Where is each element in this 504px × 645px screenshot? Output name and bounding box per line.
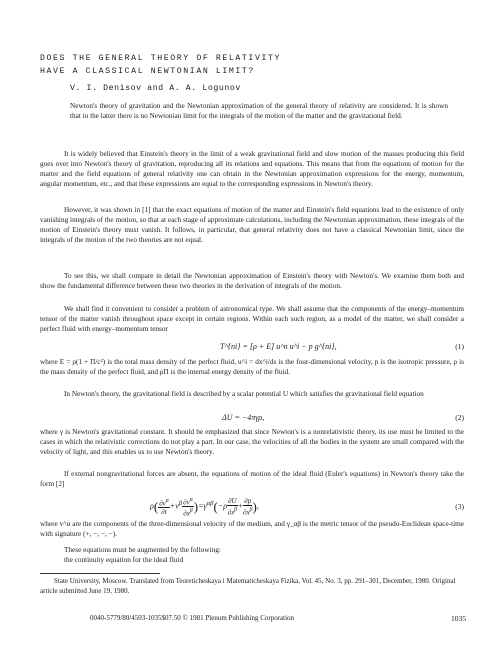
title-line-1: DOES THE GENERAL THEORY OF RELATIVITY [40,54,281,63]
after-equation-3: where v^α are the components of the three-dimensional velocity of the medium, and γ_αβ is the metric tensor of the pseudo-Euclidean space-time with signature (+, −, −, −). [40,520,464,538]
page-number: 1035 [451,614,466,623]
after-equation-2: where γ is Newton's gravitational constant. It should be emphasized that since Newton's is a nonrelativistic theory, its use must be limited to the cases in which the relativistic corrections do not play a part. In our case, the velocities of all the bodies in the system are small compared with the velocity of light, and this enables us to use Newton's theory. [40,428,464,456]
equation-2: ΔU = −4πγρ, [222,413,265,422]
after-equation-1: where E = ρ(1 + Π/c²) is the total mass density of the perfect fluid, u^i = dx^i/ds is the four-dimensional velocity, p is the isotropic pressure, ρ is the mass density of the perfect fluid, and ρΠ is the internal energy density of the fluid. [40,358,464,376]
paragraph-4: We shall find it convenient to consider a problem of astronomical type. We shall assume that the components of the energy–momentum tensor of the matter vanish throughout space except in certain regions. Within each such region, as a model of the matter, we shall consider a perfect fluid with energy–momentum tensor [40,305,464,333]
paragraph-euler: If external nongravitational forces are absent, the equations of motion of the ideal fluid (Euler's equations) in Newton's theory take the form [2] [40,470,464,488]
paragraph-1: It is widely believed that Einstein's theory in the limit of a weak gravitational field and slow motion of the masses producing this field goes over into Newton's theory of gravitation, reproducing all its relations and equations. This means that from the equations of motion for the matter and the field equations of general relativity one can obtain in the Newtonian approximation expressions for the energy, momentum, angular momentum, etc., and that these expressions are equal to the corresponding expressions in Newton's theory. [40,150,464,188]
footnote: State University, Moscow. Translated from Teoreticheskaya i Matematicheskaya Fizika, Vol. 45, No. 3, pp. 291–301, December, 1980. Original article submitted June 19, 1980. [40,577,456,595]
equation-2-number: (2) [455,413,464,422]
title-line-2: HAVE A CLASSICAL NEWTONIAN LIMIT? [40,67,255,76]
copyright-line: 0040-5779/80/4503-1035$07.50 © 1981 Plenum Publishing Corporation [90,614,295,622]
equation-1: T^{ni} = [ρ + E] u^n u^i − p g^{ni}, [220,342,337,351]
authors: V. I. Denisov and A. A. Logunov [70,84,241,93]
closing-line-1: These equations must be augmented by the following: [64,546,221,554]
paragraph-3: To see this, we shall compare in detail the Newtonian approximation of Einstein's theory with Newton's. We examine them both and show the fundamental difference between these two theories in the derivation of integrals of the motion. [40,272,464,290]
equation-3-number: (3) [455,502,464,511]
paragraph-2: However, it was shown in [1] that the exact equations of motion of the matter and Einstein's field equations lead to the existence of only vanishing integrals of the motion, so that at each stage of approximate calculations, including the Newtonian approximation, these integrals of the motion of Einstein's theory must vanish. It follows, in particular, that general relativity does not have a classical Newtonian limit, since the integrals of the motion of the two theories are not equal. [40,206,464,244]
closing-line-2: the continuity equation for the ideal fluid [64,556,184,564]
equation-3: ρ( $\frac{\partial v^\alpha}{\partial t}$ $+v^\beta$ $\frac{\partial v^\alpha}{\partial x^\beta}$ )$=\gamma^{\alpha\beta}(-\rho$ $\frac{\partial U}{\partial x^\beta}$ + $\frac{\partial p}{\partial x^\beta}$ ), [150,497,259,518]
footnote-rule [40,573,160,574]
equation-1-number: (1) [455,342,464,351]
paragraph-newton: In Newton's theory, the gravitational field is described by a scalar potential U which satisfies the gravitational field equation [64,390,424,398]
abstract: Newton's theory of gravitation and the Newtonian approximation of the general theory of relativity are considered. It is shown that in the latter there is no Newtonian limit for the integrals of the motion of the matter and the gravitational field. [70,102,448,120]
